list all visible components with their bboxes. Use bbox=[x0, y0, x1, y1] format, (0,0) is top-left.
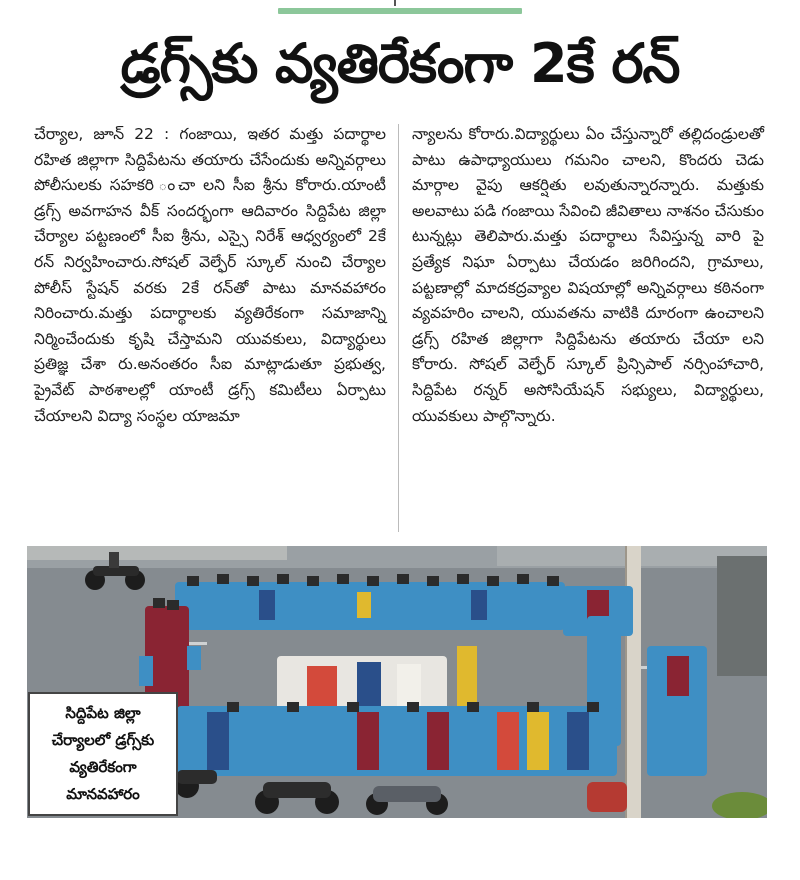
caption-line: సిద్దిపేట జిల్లా bbox=[65, 704, 141, 722]
page-fold-mark bbox=[394, 0, 396, 6]
headline: డ్రగ్స్‌కు వ్యతిరేకంగా 2కే రన్ bbox=[120, 32, 680, 95]
crowd-bottom-row bbox=[177, 702, 617, 776]
caption-line: చేర్యాలలో డ్రగ్స్‌కు bbox=[51, 731, 155, 749]
article-column-right bbox=[412, 122, 764, 429]
article-paragraph: న్యాలను కోరారు.విద్యార్థులు ఏం చేస్తున్నారో తల్లిదండ్రులతో పాటు ఉపాధ్యాయులు గమనిం చాలని, కొందరు చెడు మార్గాల వైపు ఆకర్షితు లవుతున్నారన్నారు. మత్తుకు అలవాటు పడి గంజాయి సేవించి జీవితాలు నాశనం చేసుకుం టున్నట్లు తెలిపారు.మత్తు పదార్థాలు సేవిస్తున్న వారి పై ప్రత్యేక నిఘా ఏర్పాటు చేయడం జరిగిందని, గ్రామాలు, పట్టణాల్లో మాదకద్రవ్యాల విషయాల్లో అన్నివర్గాలు కఠినంగా వ్యవహరిం చాలని, యువతను వాటికి దూరంగా ఉంచాలని డ్రగ్స్ రహిత జిల్లాగా సిద్దిపేటను తయారు చేయా లని కోరారు. సోషల్ వెల్ఫేర్ స్కూల్ ప్రిన్సిపాల్ నర్సింహాచారి, సిద్దిపేట రన్నర్ అసోసియేషన్ సభ్యులు, విద్యార్థులు, యువకులు పాల్గొన్నారు. bbox=[412, 125, 764, 425]
caption-line: మానవహారం bbox=[66, 785, 140, 803]
column-divider bbox=[398, 124, 399, 532]
article-column-left bbox=[34, 122, 386, 429]
section-accent-rule bbox=[278, 8, 522, 14]
caption-line: వ్యతిరేకంగా bbox=[69, 758, 137, 776]
article-paragraph: చేర్యాల, జూన్ 22 : గంజాయి, ఇతర మత్తు పదార్థాల రహిత జిల్లాగా సిద్దిపేటను తయారు చేసేందుకు అన్నివర్గాలు పోలీసులకు సహకరి ంచా లని సీఐ శ్రీను కోరారు.యాంటీ డ్రగ్స్ అవగాహన వీక్ సందర్భంగా ఆదివారం సిద్దిపేట జిల్లా చేర్యాల పట్టణంలో సీఐ శ్రీను, ఎస్సై నిరేశ్ ఆధ్వర్యంలో 2కే రన్ నిర్వహించారు.సోషల్ వెల్ఫేర్ స్కూల్ నుంచి చేర్యాల పోలీస్ స్టేషన్ వరకు 2కే రన్‌తో పాటు మానవహారం నిరించారు.మత్తు పదార్థాలకు వ్యతిరేకంగా సమాజాన్ని నిర్మించేందుకు కృషి చేస్తామని యువకులు, విద్యార్థులు ప్రతిజ్ఞ చేశా రు.అనంతరం సీఐ మాట్లాడుతూ ప్రభుత్వ, ప్రైవేట్ పాఠశాలల్లో యాంటీ డ్రగ్స్ కమిటీలు ఏర్పాటు చేయాలని విద్యా సంస్థల యాజమా bbox=[34, 125, 386, 425]
photo-caption bbox=[28, 692, 178, 816]
